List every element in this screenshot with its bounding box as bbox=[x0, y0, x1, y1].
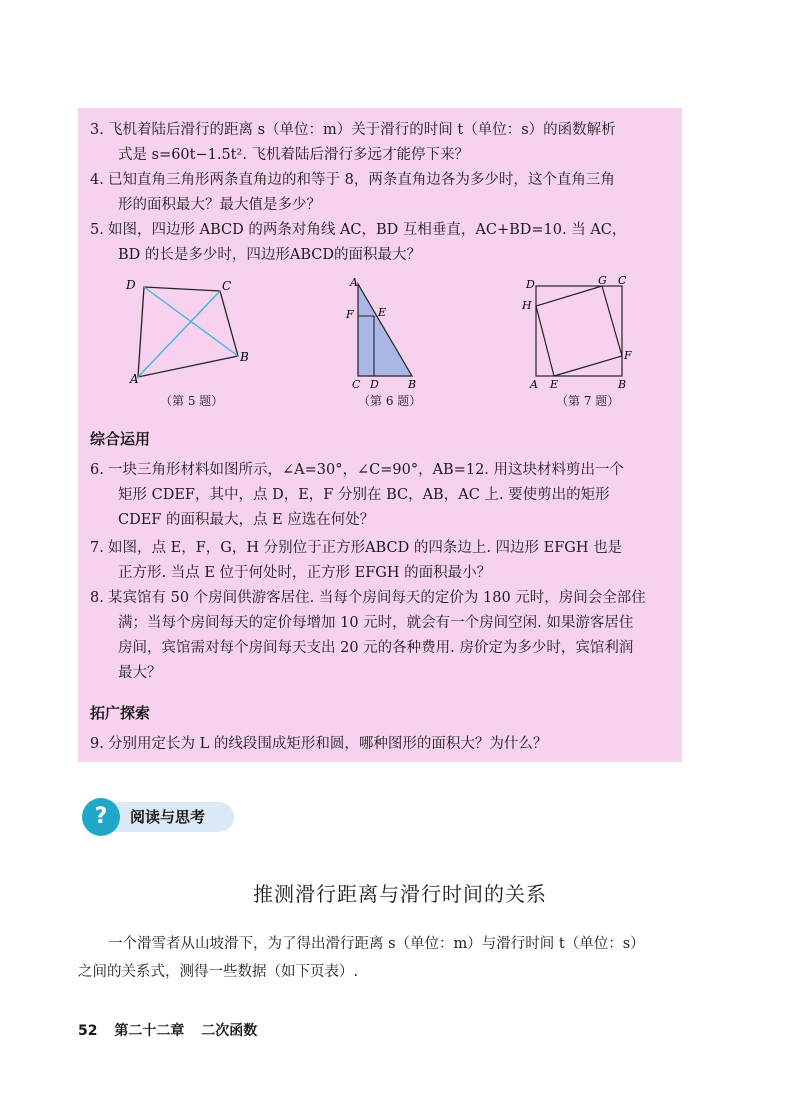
question-number: 6. bbox=[90, 462, 104, 478]
question-text: 分别用定长为 L 的线段围成矩形和圆，哪种图形的面积大？为什么？ bbox=[108, 736, 548, 752]
question-7 bbox=[90, 536, 670, 586]
article-paragraph bbox=[78, 930, 698, 958]
question-number: 3. bbox=[90, 122, 104, 138]
question-text: 房间，宾馆需对每个房间每天支出 20 元的各种费用. 房价定为多少时，宾馆利润 bbox=[118, 640, 634, 656]
label-a: A bbox=[130, 372, 139, 386]
question-4 bbox=[90, 168, 670, 218]
figure-6-triangle bbox=[340, 274, 430, 390]
article-paragraph-continued bbox=[78, 958, 698, 986]
square-abcd bbox=[536, 286, 622, 376]
article-title: 推测滑行距离与滑行时间的关系 bbox=[253, 882, 547, 906]
label-b: B bbox=[618, 378, 627, 390]
triangle-abc bbox=[358, 284, 412, 376]
label-e: E bbox=[378, 306, 387, 319]
label-d: D bbox=[526, 278, 535, 291]
question-text: 飞机着陆后滑行的距离 s（单位：m）关于滑行的时间 t（单位：s）的函数解析 bbox=[108, 122, 616, 138]
question-text: 最大？ bbox=[118, 665, 162, 681]
question-text: 如图，四边形 ABCD 的两条对角线 AC，BD 互相垂直，AC+BD=10. 当 AC， bbox=[108, 222, 627, 238]
label-c: C bbox=[618, 274, 627, 287]
label-f: F bbox=[624, 349, 632, 362]
reading-section-tab bbox=[82, 798, 234, 836]
question-text: 一块三角形材料如图所示，∠A=30°，∠C=90°，AB=12. 用这块材料剪出一个 bbox=[108, 462, 625, 478]
question-number: 9. bbox=[90, 736, 104, 752]
label-f: F bbox=[346, 308, 354, 321]
label-a: A bbox=[350, 276, 358, 289]
figure-7-caption: （第 7 题） bbox=[556, 394, 620, 408]
page-number: 52 bbox=[78, 1023, 98, 1039]
question-6 bbox=[90, 458, 670, 533]
label-d: D bbox=[126, 278, 136, 292]
question-text: 某宾馆有 50 个房间供游客居住. 当每个房间每天的定价为 180 元时，房间会全部住 bbox=[108, 590, 646, 606]
question-8 bbox=[90, 586, 670, 686]
question-number: 4. bbox=[90, 172, 104, 188]
question-number: 5. bbox=[90, 222, 104, 238]
question-mark-icon: ? bbox=[82, 798, 120, 836]
question-text: CDEF 的面积最大，点 E 应选在何处？ bbox=[118, 512, 375, 528]
question-number: 8. bbox=[90, 590, 104, 606]
section-heading-comprehensive: 综合运用 bbox=[90, 430, 151, 448]
square-efgh bbox=[536, 286, 622, 376]
question-text: 式是 s=60t−1.5t². 飞机着陆后滑行多远才能停下来？ bbox=[118, 147, 470, 163]
question-text: 矩形 CDEF，其中，点 D，E，F 分别在 BC，AB，AC 上. 要使剪出的矩形 bbox=[118, 487, 610, 503]
paragraph-line: 之间的关系式，测得一些数据（如下页表）. bbox=[78, 964, 359, 980]
question-text: 满；当每个房间每天的定价每增加 10 元时，就会有一个房间空闲. 如果游客居住 bbox=[118, 615, 634, 631]
label-h: H bbox=[522, 299, 532, 312]
label-a: A bbox=[530, 378, 538, 390]
quadrilateral-abcd bbox=[138, 287, 238, 377]
question-9 bbox=[90, 732, 670, 757]
label-d: D bbox=[370, 378, 379, 390]
label-c: C bbox=[222, 279, 232, 293]
label-b: B bbox=[408, 378, 417, 390]
question-text: 形的面积最大？最大值是多少？ bbox=[118, 197, 321, 213]
diagonal-bd bbox=[144, 287, 238, 356]
question-number: 7. bbox=[90, 540, 104, 556]
topic-label: 二次函数 bbox=[201, 1023, 258, 1039]
paragraph-line: 一个滑雪者从山坡滑下，为了得出滑行距离 s（单位：m）与滑行时间 t（单位：s） bbox=[108, 936, 645, 952]
page-footer bbox=[78, 1020, 269, 1040]
label-g: G bbox=[598, 274, 607, 287]
figure-5-quadrilateral bbox=[118, 274, 258, 386]
question-text: 已知直角三角形两条直角边的和等于 8，两条直角边各为多少时，这个直角三角 bbox=[108, 172, 615, 188]
section-heading-extension: 拓广探索 bbox=[90, 704, 151, 722]
question-text: 如图，点 E，F，G，H 分别位于正方形ABCD 的四条边上. 四边形 EFGH 也是 bbox=[108, 540, 623, 556]
question-text: 正方形. 当点 E 位于何处时，正方形 EFGH 的面积最小？ bbox=[118, 565, 492, 581]
label-b: B bbox=[240, 350, 249, 364]
figure-6-caption: （第 6 题） bbox=[358, 394, 422, 408]
label-c: C bbox=[352, 378, 361, 390]
question-3 bbox=[90, 118, 670, 168]
figure-7-squares bbox=[518, 274, 638, 390]
chapter-label: 第二十二章 bbox=[114, 1023, 185, 1039]
figure-5-caption: （第 5 题） bbox=[160, 394, 224, 408]
label-e: E bbox=[550, 378, 559, 390]
question-5 bbox=[90, 218, 670, 268]
question-text: BD 的长是多少时，四边形ABCD的面积最大？ bbox=[118, 247, 422, 263]
reading-section-label: 阅读与思考 bbox=[130, 808, 206, 826]
